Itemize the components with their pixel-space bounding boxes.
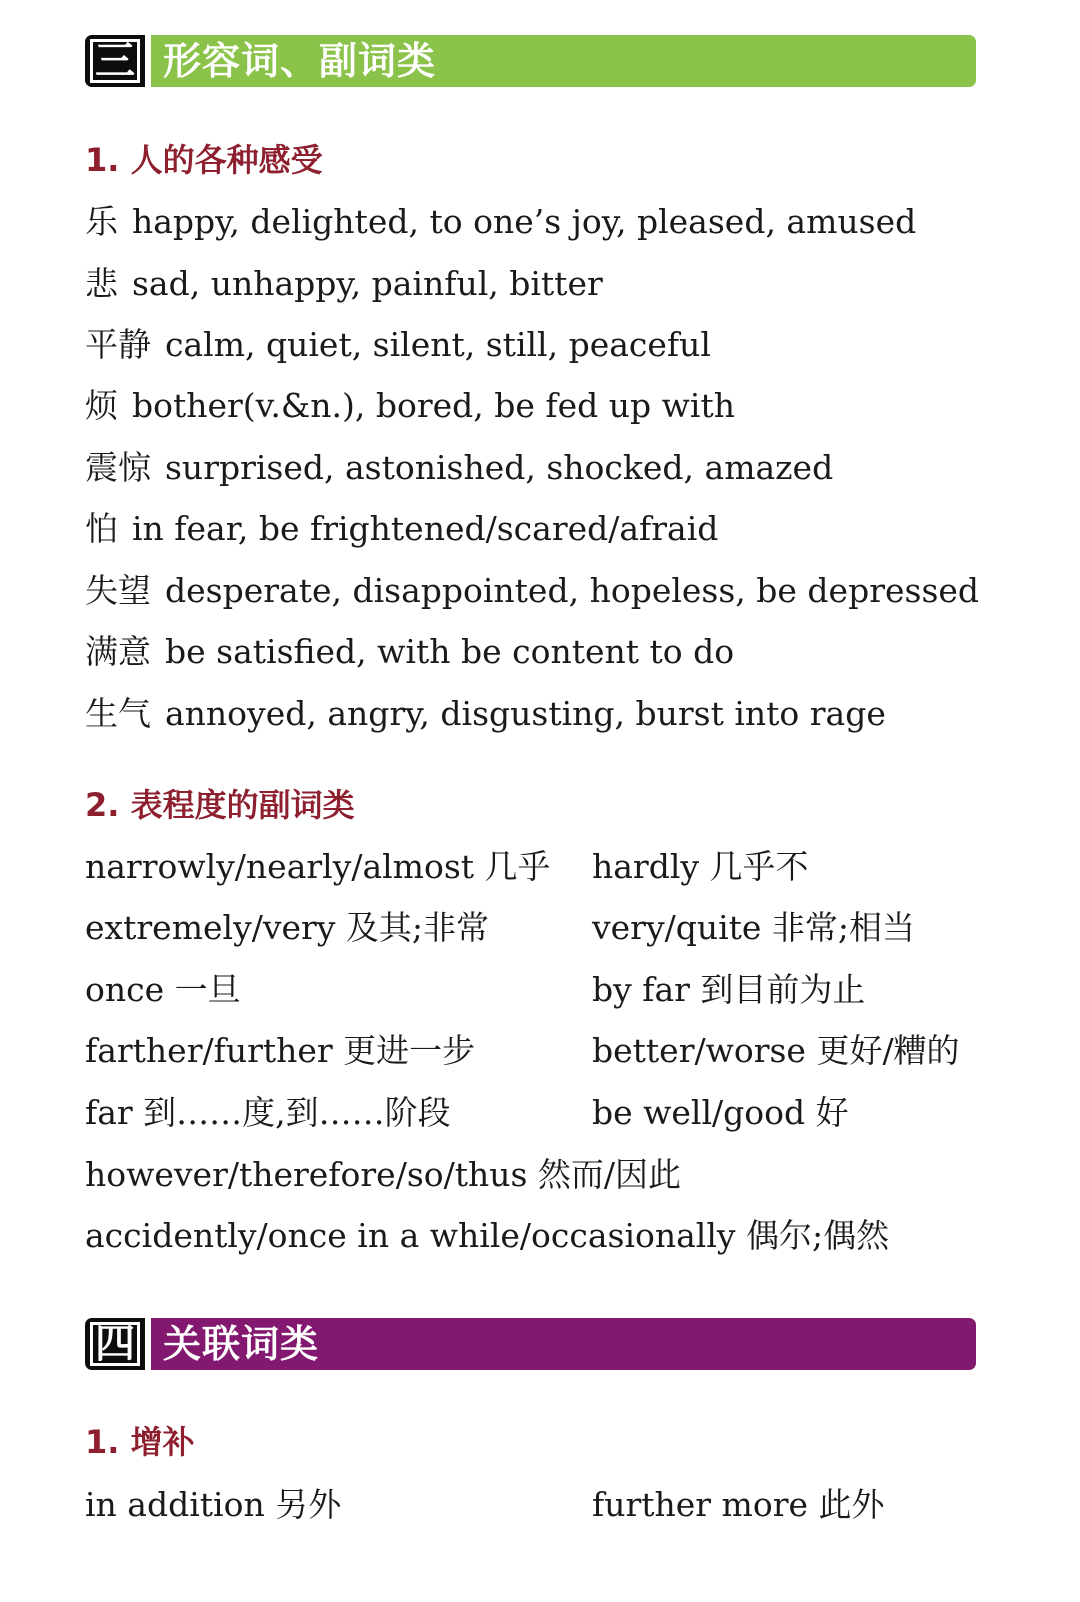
subheading-feelings: 1. 人的各种感受 (85, 141, 323, 179)
adverb-left: farther/further 更进一步 (85, 1031, 476, 1070)
vocab-line: 满意 be satisfied, with be content to do (85, 632, 735, 671)
vocab-line: 怕 in fear, be frightened/scared/afraid (85, 509, 719, 548)
vocab-line: 悲 sad, unhappy, painful, bitter (85, 264, 603, 303)
adverb-left: extremely/very 及其;非常 (85, 908, 490, 947)
section-banner-conjunctions (85, 1318, 976, 1370)
adverb-right: by far 到目前为止 (592, 970, 866, 1009)
vocab-line: 生气 annoyed, angry, disgusting, burst into rage (85, 694, 886, 733)
vocab-line: 乐 happy, delighted, to one’s joy, pleased, amused (85, 202, 917, 241)
section-number-badge: 四 (85, 1318, 145, 1370)
adverb-right: be well/good 好 (592, 1093, 849, 1132)
adverb-right: hardly 几乎不 (592, 847, 809, 886)
vocab-line: 失望 desperate, disappointed, hopeless, be depressed (85, 571, 980, 610)
vocab-line: 平静 calm, quiet, silent, still, peaceful (85, 325, 711, 364)
adverb-left: far 到……度,到……阶段 (85, 1093, 451, 1132)
adverb-left: narrowly/nearly/almost 几乎 (85, 847, 551, 886)
subheading-degree-adverbs: 2. 表程度的副词类 (85, 786, 355, 824)
adverb-full: however/therefore/so/thus 然而/因此 (85, 1155, 682, 1194)
section-number-badge: 三 (85, 35, 145, 87)
conjunction-left: in addition 另外 (85, 1485, 342, 1524)
adverb-right: very/quite 非常;相当 (592, 908, 916, 947)
conjunction-right: further more 此外 (592, 1485, 885, 1524)
section-title: 形容词、副词类 (151, 35, 976, 87)
vocab-line: 烦 bother(v.&n.), bored, be fed up with (85, 386, 735, 425)
vocab-line: 震惊 surprised, astonished, shocked, amazed (85, 448, 834, 487)
adverb-left: once 一旦 (85, 970, 241, 1009)
adverb-right: better/worse 更好/糟的 (592, 1031, 960, 1070)
subheading-addition: 1. 增补 (85, 1423, 195, 1461)
section-title: 关联词类 (151, 1318, 976, 1370)
section-banner-adjectives-adverbs (85, 35, 976, 87)
adverb-full: accidently/once in a while/occasionally 偶尔;偶然 (85, 1216, 890, 1255)
